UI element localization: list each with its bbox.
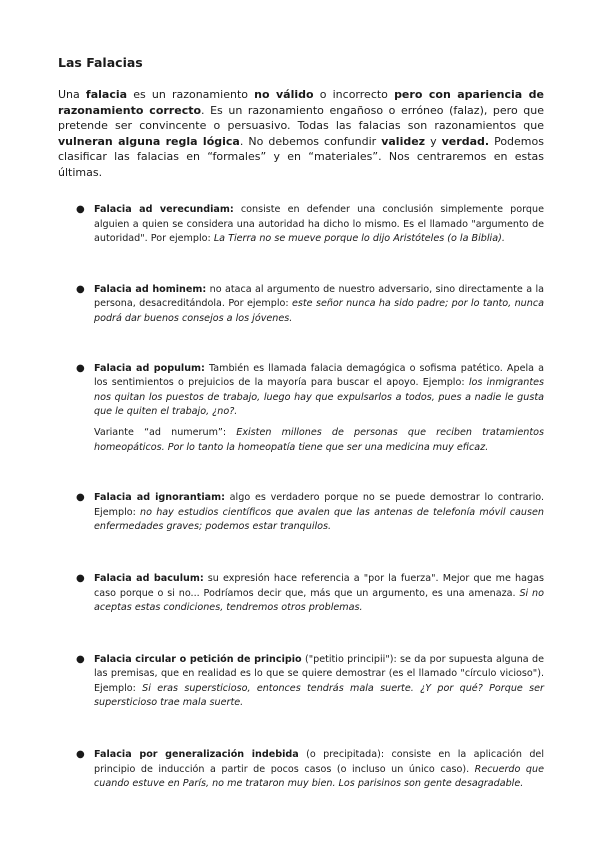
fallacy-variant-paragraph [94,426,544,455]
fallacy-description: no ataca al argumento de nuestro adversario, sino directamente a la persona, desacreditándola. Por ejemplo: [94,283,544,310]
intro-text: o incorrecto [313,88,395,101]
fallacy-item-ad-populum [58,362,544,456]
intro-bold: pero con apariencia de razonamiento correcto [58,88,544,117]
bullet-icon: ● [76,283,85,295]
intro-text: y [425,134,442,148]
intro-text: . Es un razonamiento engañoso o erróneo (falaz), pero que pretende ser convincente o persuasivo. Todas las falacias son razonamientos que [58,103,544,132]
intro-paragraph [58,87,544,180]
fallacy-name: Falacia ad hominem: [94,283,207,295]
bullet-icon: ● [76,572,85,584]
fallacy-example: los inmigrantes nos quitan los puestos de trabajo, luego hay que expulsarlos a todos, pues a nadie le gusta que le quiten el trabajo, ¿no?. [94,377,545,418]
fallacy-example: Si no aceptas estas condiciones, tendremos otros problemas. [94,587,544,614]
bullet-icon: ● [76,749,85,761]
bullet-icon: ● [76,492,85,504]
fallacy-description: ("petitio principii"): se da por supuesta alguna de las premisas, que en realidad es lo que se quiere demostrar (es el llamado "círculo vicioso"). Ejemplo: [94,653,544,694]
fallacy-paragraph [94,283,544,327]
bullet-icon: ● [76,204,85,215]
intro-bold: vulneran alguna regla lógica [58,134,240,148]
fallacy-item-generalizacion-indebida [58,748,544,792]
fallacy-description: También es llamada falacia demagógica o sofisma patético. Apela a los sentimientos o prejuicios de la mayoría para buscar el apoyo. Ejemplo: [94,362,544,389]
fallacy-paragraph [94,748,544,792]
fallacy-example: Si eras supersticioso, entonces tendrás mala suerte. ¿Y por qué? Porque ser supersticioso trae mala suerte. [94,682,544,709]
fallacy-example: Recuerdo que cuando estuve en París, no me trataron muy bien. Los parisinos son gente desagradable. [94,763,544,790]
intro-text: es un razonamiento [127,88,255,101]
intro-text: Una [58,88,86,101]
fallacy-variant-label: Variante “ad numerum”: [94,426,237,438]
fallacy-description: (o precipitada): consiste en la aplicación del principio de inducción a partir de pocos casos (o incluso un único caso). [94,749,544,775]
fallacy-item-ad-ignorantiam [58,491,544,535]
fallacy-paragraph [94,572,544,616]
fallacy-example: no hay estudios científicos que avalen que las antenas de telefonía móvil causen enfermedades graves; podemos estar tranquilos. [94,506,544,533]
fallacy-name: Falacia ad baculum: [94,572,204,584]
intro-bold: no válido [254,88,314,101]
fallacy-item-circular [58,653,544,711]
document-title: Las Falacias [58,55,143,70]
fallacy-item-ad-baculum [58,572,544,616]
fallacy-description: consiste en defender una conclusión simplemente porque alguien a quien se considera una autoridad ha dicho lo mismo. Es el llamado "argumento de autoridad". Por ejemplo: [94,204,544,245]
fallacy-paragraph [94,203,544,247]
intro-bold: verdad. [441,134,490,148]
fallacy-name: Falacia circular o petición de principio [94,653,302,665]
fallacy-name: Falacia ad populum: [94,362,205,374]
fallacy-item-ad-verecundiam [58,203,544,247]
fallacy-description: su expresión hace referencia a "por la fuerza". Mejor que me hagas caso porque o si no... Podríamos decir que, más que un argumento, es una amenaza. [94,572,544,599]
fallacy-paragraph [94,362,544,420]
fallacy-paragraph [94,653,544,711]
fallacy-description: algo es verdadero porque no se puede demostrar lo contrario. Ejemplo: [94,492,545,518]
intro-text: . No debemos confundir [239,134,382,148]
fallacy-example: este señor nunca ha sido padre; por lo tanto, nunca podrá dar buenos consejos a los jóvenes. [94,298,544,324]
fallacy-name: Falacia ad ignorantiam: [94,492,225,504]
fallacy-example: La Tierra no se mueve porque lo dijo Aristóteles (o la Biblia). [213,233,505,245]
intro-bold: validez [381,134,426,148]
fallacy-variant-example: Existen millones de personas que reciben tratamientos homeopáticos. Por lo tanto la homeopatía tiene que ser una medicina muy eficaz. [94,426,544,453]
bullet-icon: ● [76,653,85,665]
fallacy-paragraph [94,491,544,535]
fallacy-name: Falacia por generalización indebida [94,749,299,761]
intro-text: Podemos clasificar las falacias en “formales” y en “materiales”. Nos centraremos en estas últimas. [58,134,544,179]
document-page [58,55,544,792]
fallacy-list [58,203,544,792]
fallacy-item-ad-hominem [58,283,544,327]
intro-bold: falacia [85,88,128,101]
bullet-icon: ● [76,362,85,374]
fallacy-name: Falacia ad verecundiam: [94,204,234,215]
